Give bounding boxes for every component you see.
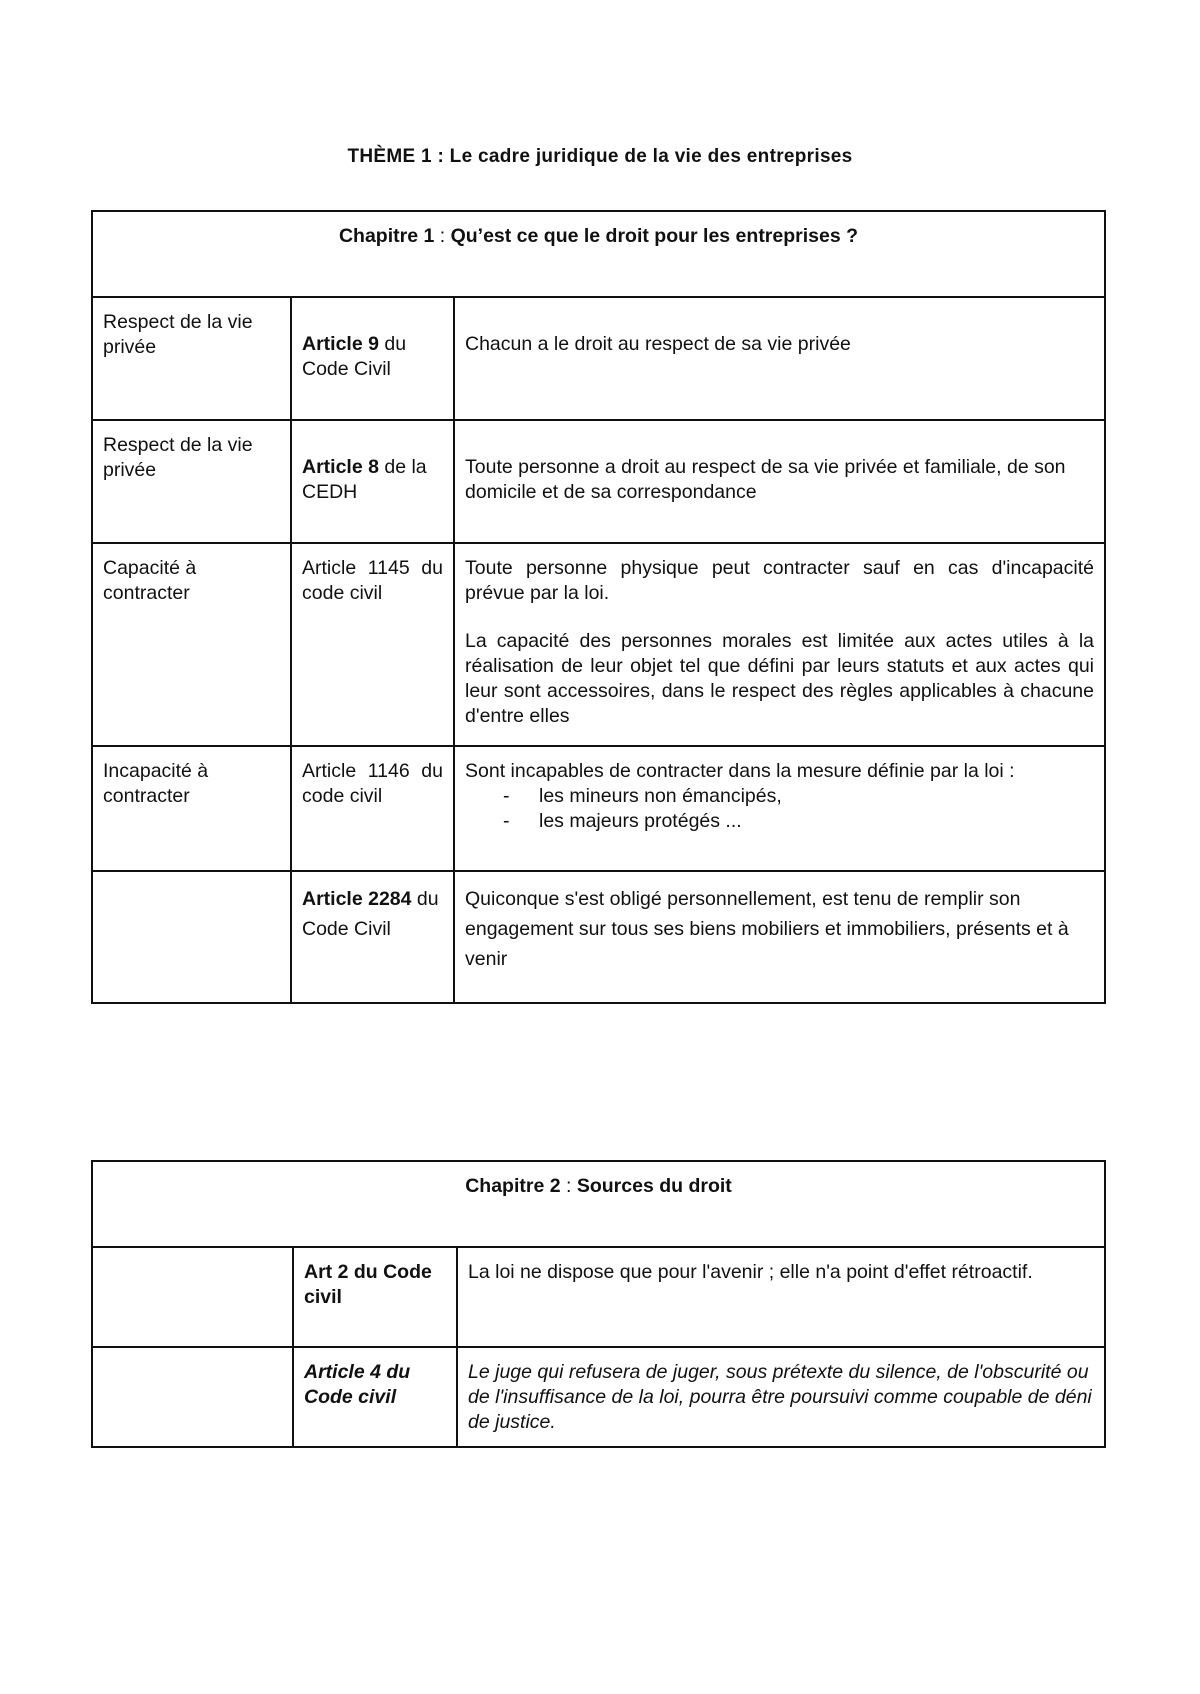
article-text: Toute personne a droit au respect de sa vie privée et familiale, de son domicile et de sa correspondance <box>454 420 1105 543</box>
article-cell: Article 1145 du code civil <box>291 543 454 746</box>
article-cell: Article 4 du Code civil <box>293 1347 457 1447</box>
chapter-1-header <box>92 211 1105 297</box>
article-source: du Code Civil <box>302 333 407 380</box>
page-title: THÈME 1 : Le cadre juridique de la vie des entreprises <box>347 146 853 167</box>
article-text: Le juge qui refusera de juger, sous prétexte du silence, de l'obscurité ou de l'insuffisance de la loi, pourra être poursuivi comme coupable de déni de justice. <box>457 1347 1105 1447</box>
table-row <box>92 543 1105 746</box>
chapter-2-heading <box>92 1161 1105 1247</box>
table-row <box>92 1347 1105 1447</box>
article-text: La loi ne dispose que pour l'avenir ; elle n'a point d'effet rétroactif. <box>457 1247 1105 1347</box>
topic-cell <box>92 871 291 1003</box>
list-item: - les majeurs protégés ... <box>503 809 1094 834</box>
article-ref: Article 8 <box>302 456 379 478</box>
article-cell <box>291 871 454 1003</box>
article-text <box>454 746 1105 871</box>
table-row <box>92 297 1105 420</box>
article-cell <box>291 297 454 420</box>
article-cell <box>291 420 454 543</box>
chapter-1-heading <box>92 211 1105 297</box>
topic-cell <box>92 1347 293 1447</box>
chapter-2-table <box>91 1160 1106 1448</box>
article-ref: Article 2284 <box>302 888 412 910</box>
article-source: du Code Civil <box>302 888 439 940</box>
chapter-1-table <box>91 210 1106 1004</box>
article-ref: Article 9 <box>302 333 379 355</box>
table-row <box>92 871 1105 1003</box>
chapter-title: Sources du droit <box>576 1175 732 1197</box>
chapter-separator: : <box>560 1175 577 1197</box>
article-paragraph: La capacité des personnes morales est limitée aux actes utiles à la réalisation de leur objet tel que défini par leurs statuts et aux actes qui leur sont accessoires, dans le respect des règles applicables à chacune d'entre elles <box>465 630 1094 727</box>
article-paragraph: Sont incapables de contracter dans la mesure définie par la loi : <box>465 760 1015 782</box>
article-cell: Article 1146 du code civil <box>291 746 454 871</box>
article-source: de la CEDH <box>302 456 427 503</box>
chapter-separator: : <box>434 225 451 247</box>
chapter-2-header <box>92 1161 1105 1247</box>
table-row <box>92 1247 1105 1347</box>
topic-cell: Incapacité à contracter <box>92 746 291 871</box>
list-item: - les mineurs non émancipés, <box>503 784 1094 809</box>
article-text: Chacun a le droit au respect de sa vie privée <box>454 297 1105 420</box>
chapter-number: Chapitre 1 <box>338 225 435 247</box>
article-text <box>454 543 1105 746</box>
table-row <box>92 420 1105 543</box>
article-text: Quiconque s'est obligé personnellement, est tenu de remplir son engagement sur tous ses biens mobiliers et immobiliers, présents et à venir <box>454 871 1105 1003</box>
table-row <box>92 746 1105 871</box>
topic-cell: Capacité à contracter <box>92 543 291 746</box>
topic-cell <box>92 1247 293 1347</box>
article-paragraph: Toute personne physique peut contracter sauf en cas d'incapacité prévue par la loi. <box>465 557 1094 604</box>
incapable-list <box>465 784 1094 834</box>
article-cell: Art 2 du Code civil <box>293 1247 457 1347</box>
topic-cell: Respect de la vie privée <box>92 297 291 420</box>
chapter-number: Chapitre 2 <box>465 1175 561 1197</box>
topic-cell: Respect de la vie privée <box>92 420 291 543</box>
chapter-title: Qu’est ce que le droit pour les entreprises ? <box>450 225 859 247</box>
